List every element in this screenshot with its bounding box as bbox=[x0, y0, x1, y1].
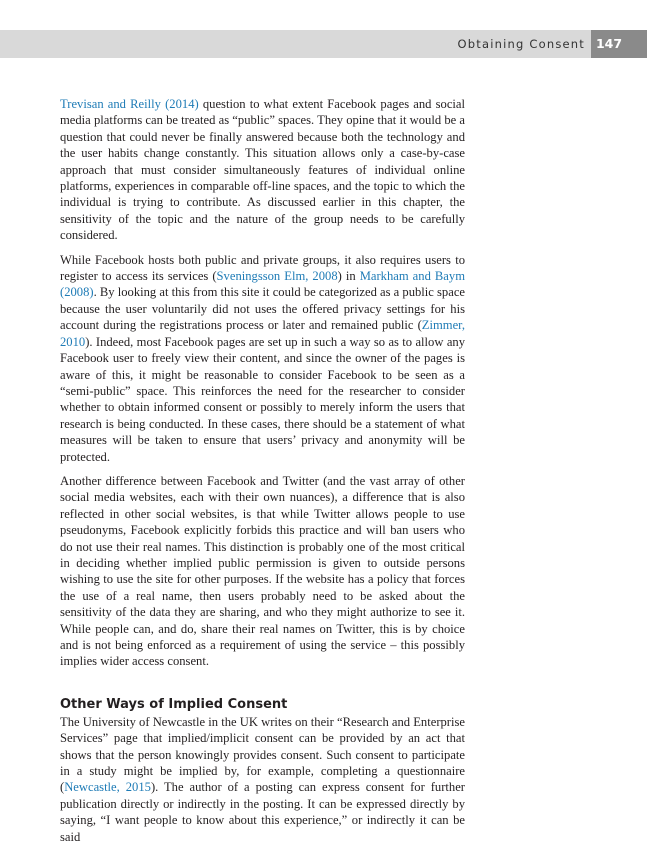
paragraph-4-text-b: ). The author of a posting can express consent for further publication directly or indirectly in the posting. It can be expressed directly by saying, “I want people to know about this experience,” or indirectly it can be said bbox=[60, 780, 466, 844]
paragraph-3-text: Another difference between Facebook and Twitter (and the vast array of other social media websites, each with their own nuances), a difference that is also reflected in other social websites, is that while Twitter allows people to use pseudonyms, Facebook explicitly forbids this practice and will ban users who do not use their real names. This distinction is probably one of the most critical in deciding whether implied public permission is given to outside persons wishing to use the site for other purposes. If the website has a policy that forces the use of a real name, then users probably need to be asked about the sensitivity of the data they are sharing, and who they might authorize to see it. While people can, and do, share their real names on Twitter, this is by choice and is not being enforced as a requirement of using the service – this possibly implies wider access consent. bbox=[60, 473, 465, 669]
page-number: 147 bbox=[595, 36, 623, 51]
paragraph-4 bbox=[60, 714, 465, 845]
paragraph-2-text-d: ). Indeed, most Facebook pages are set up in such a way so as to allow any Facebook user to freely view their content, and since the owner of the pages is aware of this, it might be reasonable to consider Facebook to be seen as a “semi-public” space. This reinforces the need for the researcher to consider whether to obtain informed consent or possibly to merely inform the users that research is being conducted. In these cases, there should be a statement of what measures will be taken to ensure that users’ privacy and anonymity will be protected. bbox=[60, 334, 465, 464]
paragraph-3 bbox=[60, 473, 465, 670]
citation-link-markham-baym[interactable]: Markham and Baym (2008) bbox=[60, 269, 465, 300]
paragraph-1-text: question to what extent Facebook pages and social media platforms can be treated as “public” spaces. They opine that it would be a question that could never be finally answered because both the technology and the user habits change constantly. This situation allows only a case-by-case approach that must consider simultaneously features of individual online platforms, experiences in comparable off-line spaces, and the topic to which the individual is trying to contribute. As discussed earlier in this chapter, the sensitivity of the topic and the nature of the group needs to be carefully considered. bbox=[60, 97, 465, 243]
page-body bbox=[60, 96, 465, 845]
citation-link-trevisan-reilly[interactable]: Trevisan and Reilly (2014) bbox=[60, 97, 199, 111]
paragraph-2-text-a: While Facebook hosts both public and private groups, it also requires users to register to access its services ( bbox=[60, 252, 465, 284]
section-heading: Other Ways of Implied Consent bbox=[60, 696, 288, 712]
paragraph-4-text-a: The University of Newcastle in the UK writes on their “Research and Enterprise Services” page that implied/implicit consent can be provided by an act that shows that the person knowingly provides consent. Such consent to participate in a study might be implied by, for example, completing a questionnaire ( bbox=[60, 714, 465, 795]
citation-link-sveningsson-elm[interactable]: Sveningsson Elm, 2008 bbox=[216, 269, 338, 284]
paragraph-1 bbox=[60, 96, 465, 244]
citation-link-zimmer[interactable]: Zimmer, 2010 bbox=[60, 318, 465, 349]
running-head-title: Obtaining Consent bbox=[457, 37, 585, 51]
paragraph-2 bbox=[60, 252, 465, 465]
page-number-box bbox=[591, 30, 647, 58]
paragraph-2-text-c: . By looking at this from this site it could be categorized as a public space because the user voluntarily did not uses the offered privacy settings for his account during the registrations process or later and remained public ( bbox=[60, 285, 466, 333]
citation-link-newcastle[interactable]: Newcastle, 2015 bbox=[64, 780, 151, 795]
paragraph-2-text-b: ) in bbox=[337, 269, 360, 284]
